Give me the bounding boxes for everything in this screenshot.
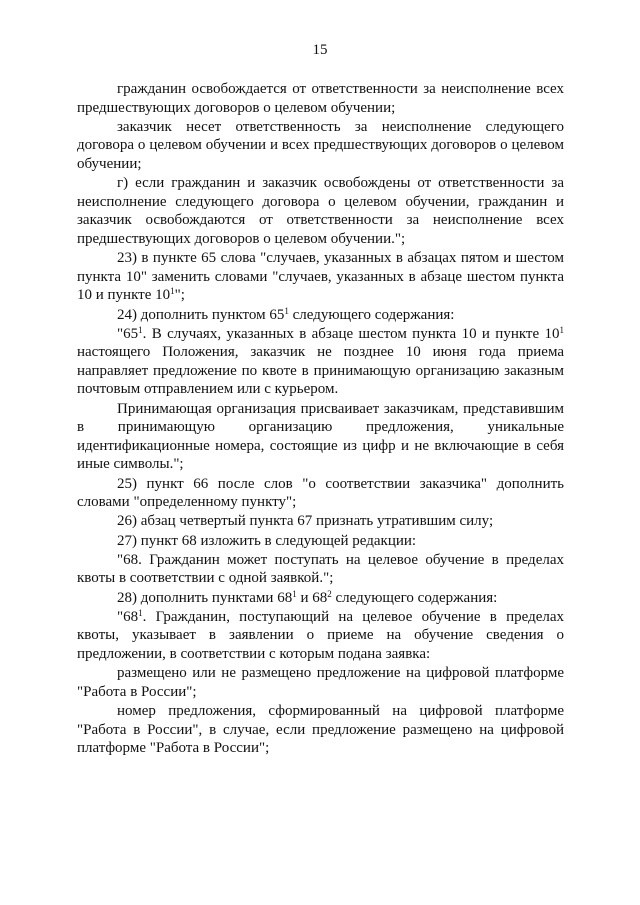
text-run: 23) в пункте 65 слова "случаев, указанных в абзацах пятом и шестом пункта 10" заменить словами "случаев, указанных в абзаце шестом пункта 10 и пункте 10 [77, 250, 564, 304]
text-run: 27) пункт 68 изложить в следующей редакции: [117, 532, 417, 549]
text-run: 24) дополнить пунктом 65 [117, 306, 285, 323]
text-run: "65 [117, 325, 139, 342]
text-run: 28) дополнить пунктами 68 [117, 589, 293, 606]
paragraph [77, 174, 564, 248]
superscript: 1 [292, 588, 297, 599]
text-run: Принимающая организация присваивает заказчикам, представившим в принимающую организацию предложения, уникальные идентификационные номера, состоящие из цифр и не включающие в себя иные символы."; [77, 400, 564, 473]
superscript: 1 [170, 286, 175, 297]
text-run: заказчик несет ответственность за неисполнение следующего договора о целевом обучении и всех предшествующих договоров о целевом обучении; [77, 118, 564, 172]
text-run: и 68 [296, 589, 328, 606]
text-run: гражданин освобождается от ответственности за неисполнение всех предшествующих договоров о целевом обучении; [77, 81, 564, 116]
paragraph [77, 664, 564, 701]
paragraph [77, 512, 564, 531]
paragraph [77, 532, 564, 551]
paragraph [77, 118, 564, 174]
text-run: "; [174, 287, 185, 304]
paragraph [77, 80, 564, 117]
text-run: следующего содержания: [331, 589, 498, 606]
paragraph [77, 551, 564, 588]
text-run: . В случаях, указанных в абзаце шестом пункта 10 и пункте 10 [142, 325, 560, 342]
text-run: г) если гражданин и заказчик освобождены от ответственности за неисполнение следующего договора о целевом обучении, гражданин и заказчик освобождаются от ответственности за неисполнение всех предшествующих договоров о целевом обучении."; [77, 175, 564, 247]
paragraph [77, 475, 564, 512]
superscript: 1 [559, 324, 564, 335]
superscript: 1 [138, 324, 143, 335]
text-run: "68. Гражданин может поступать на целевое обучение в пределах квоты в соответствии с одной заявкой."; [77, 551, 564, 587]
paragraph [77, 702, 564, 758]
page-number: 15 [312, 42, 328, 58]
text-run: следующего содержания: [288, 306, 455, 323]
paragraph [77, 400, 564, 474]
text-run: "68 [117, 608, 139, 625]
document-body [77, 80, 564, 758]
paragraph [77, 306, 564, 325]
text-run: . Гражданин, поступающий на целевое обучение в пределах квоты, указывает в заявлении о приеме на обучение сведения о предложении, в соответствии с которым подана заявка: [77, 608, 564, 662]
text-run: 25) пункт 66 после слов "о соответствии заказчика" дополнить словами "определенному пункту"; [77, 475, 564, 511]
superscript: 1 [284, 305, 289, 316]
paragraph [77, 249, 564, 305]
superscript: 2 [327, 588, 332, 599]
paragraph [77, 589, 564, 608]
text-run: 26) абзац четвертый пункта 67 признать утратившим силу; [117, 513, 494, 530]
text-run: номер предложения, сформированный на цифровой платформе "Работа в России", в случае, если предложение размещено на цифровой платформе "Работа в России"; [77, 702, 564, 757]
superscript: 1 [138, 607, 143, 618]
paragraph [77, 608, 564, 664]
text-run: настоящего Положения, заказчик не позднее 10 июня года приема направляет предложение по квоте в принимающую организацию заказным почтовым отправлением или с курьером. [77, 344, 564, 398]
text-run: размещено или не размещено предложение на цифровой платформе "Работа в России"; [77, 665, 564, 700]
paragraph [77, 325, 564, 399]
